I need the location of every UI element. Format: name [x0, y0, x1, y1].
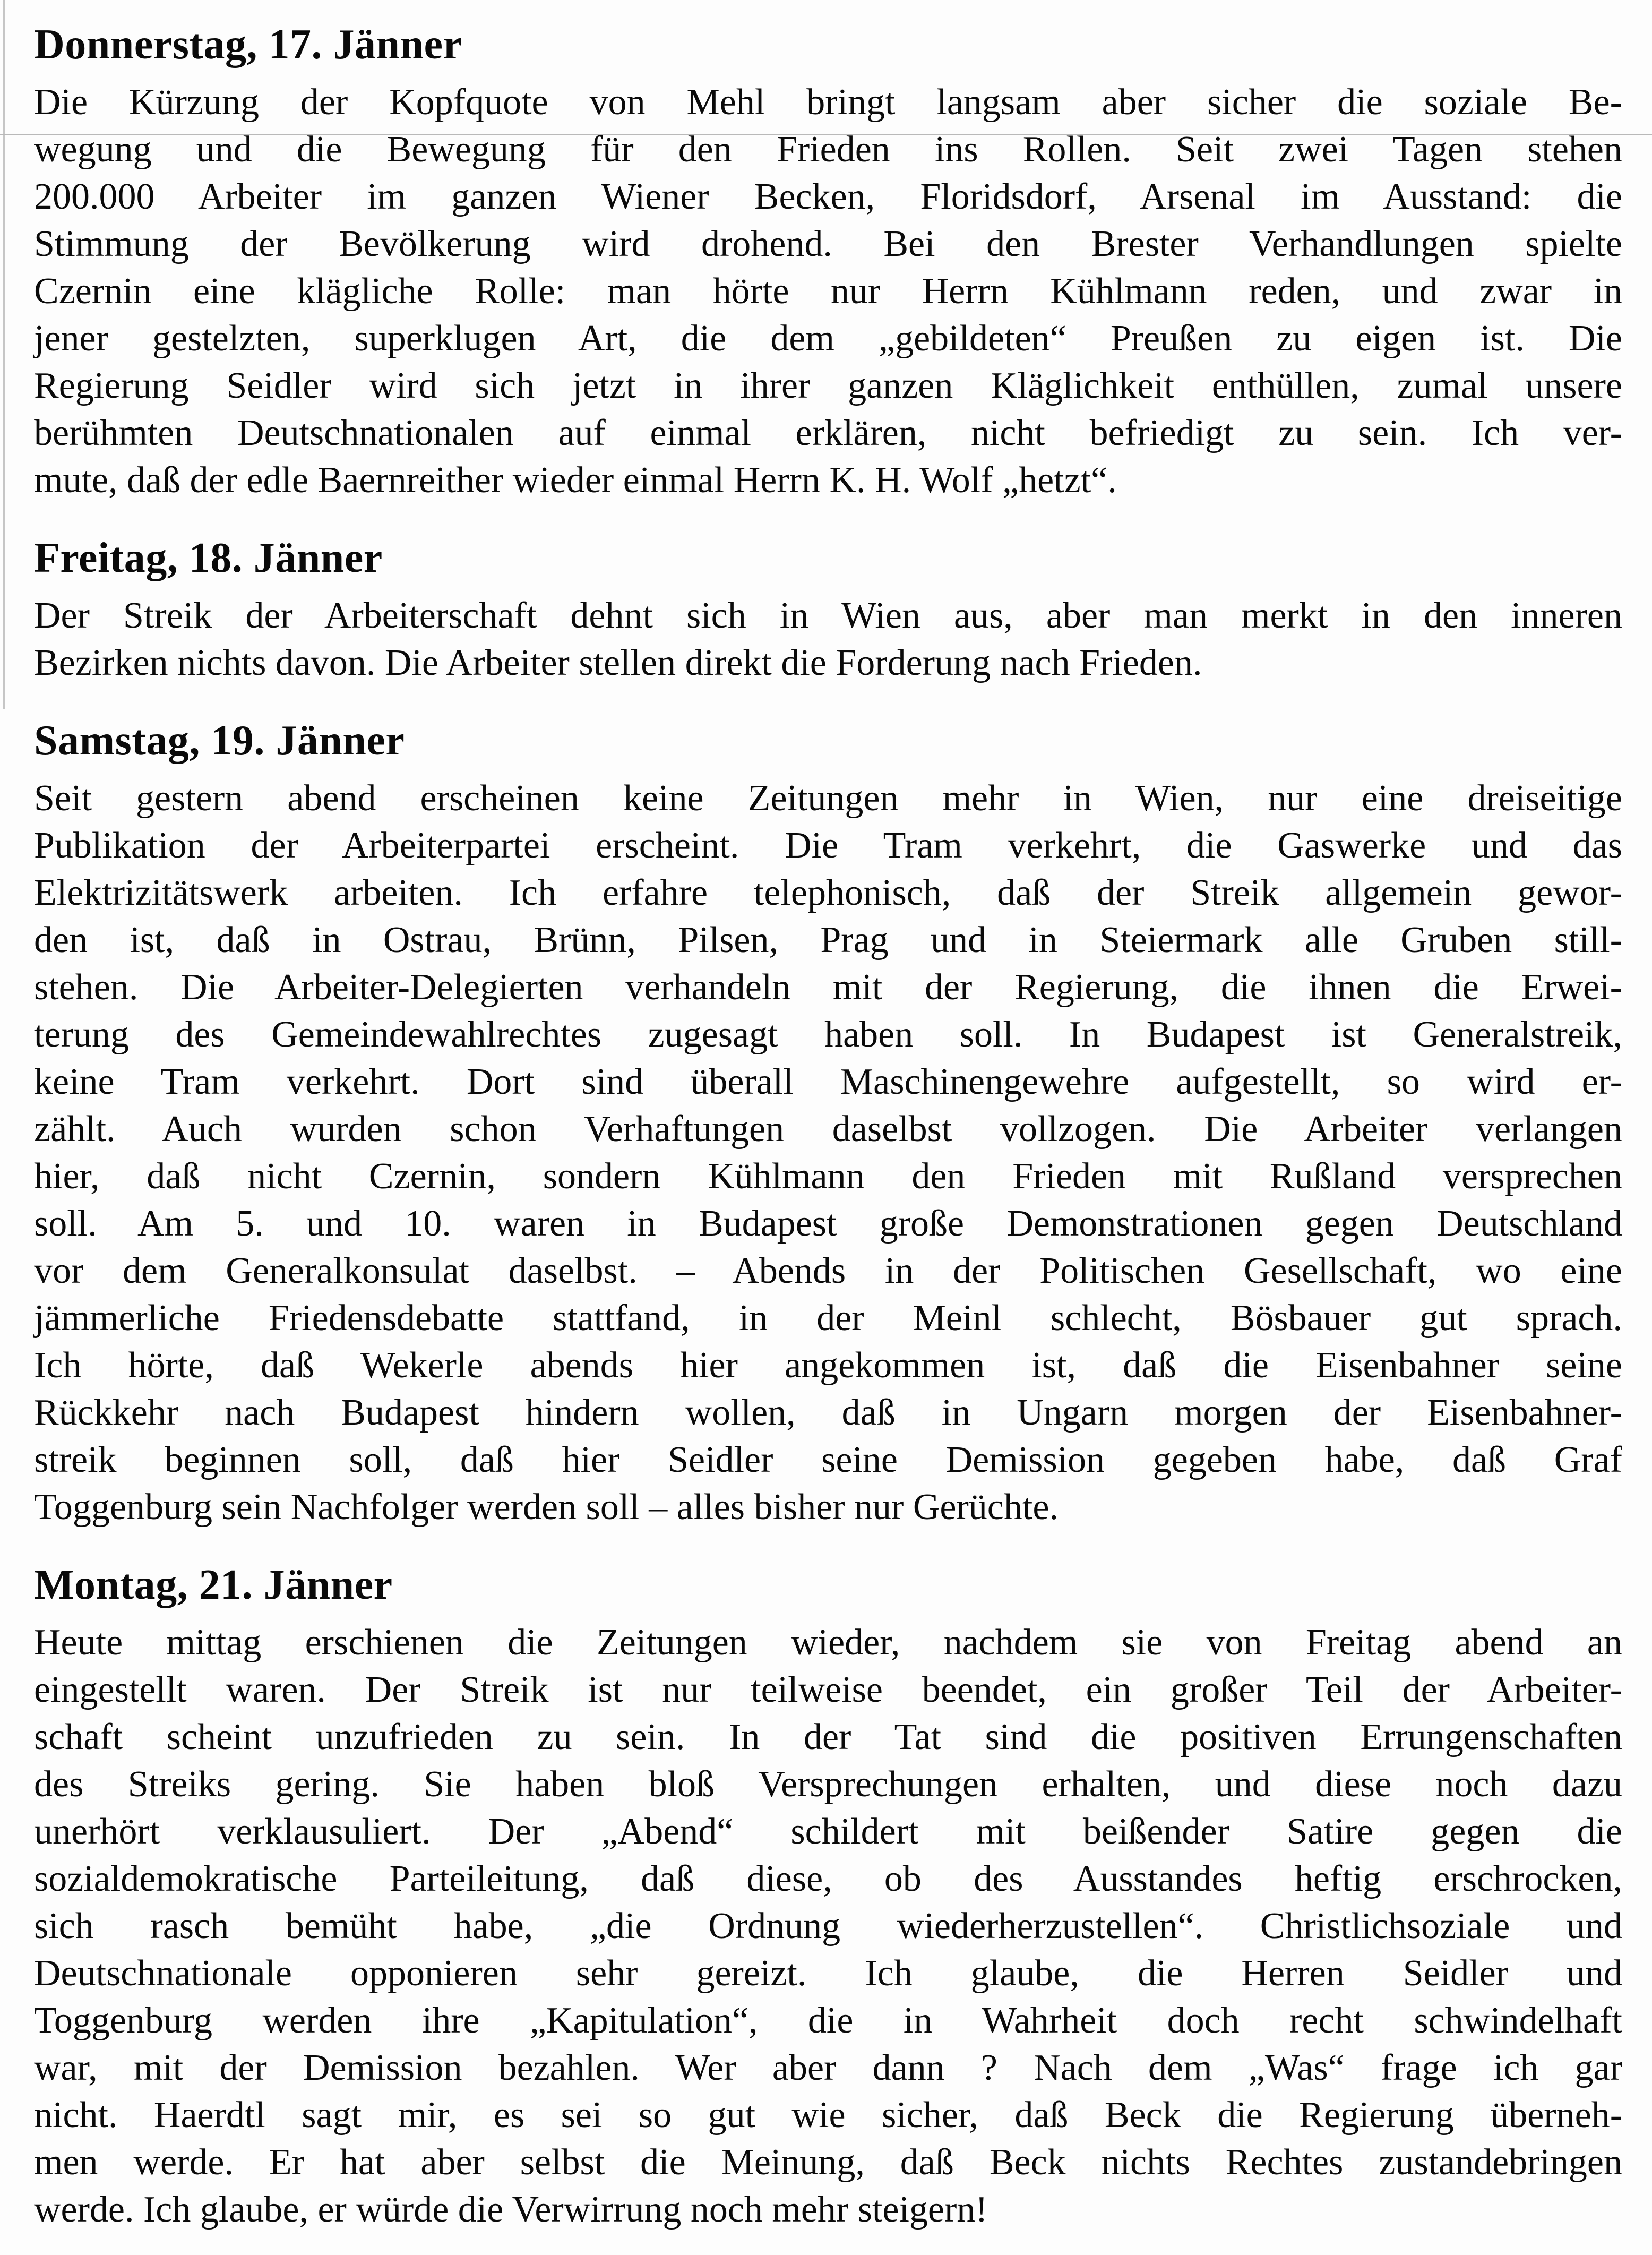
text-line: hier, daß nicht Czernin, sondern Kühlmann den Frieden mit Rußland versprechen	[34, 1156, 1622, 1197]
text-line: Elektrizitätswerk arbeiten. Ich erfahre telephonisch, daß der Streik allgemein gewor-	[34, 872, 1622, 913]
text-line: keine Tram verkehrt. Dort sind überall Maschinengewehre aufgestellt, so wird er-	[34, 1061, 1622, 1102]
text-line: jener gestelzten, superklugen Art, die dem „gebildeten“ Preußen zu eigen ist. Die	[34, 318, 1622, 359]
text-line: unerhört verklausuliert. Der „Abend“ schildert mit beißender Satire gegen die	[34, 1811, 1622, 1852]
text-line: 200.000 Arbeiter im ganzen Wiener Becken, Floridsdorf, Arsenal im Ausstand: die	[34, 176, 1622, 217]
text-line: mute, daß der edle Baernreither wieder einmal Herrn K. H. Wolf „hetzt“.	[34, 460, 1117, 501]
text-line: vor dem Generalkonsulat daselbst. – Abends in der Politischen Gesellschaft, wo eine	[34, 1250, 1622, 1291]
text-line: berühmten Deutschnationalen auf einmal erklären, nicht befriedigt zu sein. Ich ver-	[34, 413, 1622, 453]
text-line: Seit gestern abend erscheinen keine Zeitungen mehr in Wien, nur eine dreiseitige	[34, 778, 1622, 819]
text-line: Bezirken nichts davon. Die Arbeiter stellen direkt die Forderung nach Frieden.	[34, 642, 1202, 683]
diary-entry	[34, 531, 1622, 687]
diary-entry	[34, 714, 1622, 1531]
text-line: des Streiks gering. Sie haben bloß Versprechungen erhalten, und diese noch dazu	[34, 1764, 1622, 1805]
text-line: soll. Am 5. und 10. waren in Budapest große Demonstrationen gegen Deutschland	[34, 1203, 1622, 1244]
text-line: Regierung Seidler wird sich jetzt in ihrer ganzen Kläglichkeit enthüllen, zumal unsere	[34, 365, 1622, 406]
text-line: zählt. Auch wurden schon Verhaftungen daselbst vollzogen. Die Arbeiter verlangen	[34, 1109, 1622, 1150]
text-line: Deutschnationale opponieren sehr gereizt. Ich glaube, die Herren Seidler und	[34, 1953, 1622, 1994]
text-line: stehen. Die Arbeiter-Delegierten verhandeln mit der Regierung, die ihnen die Erwei-	[34, 967, 1622, 1008]
text-line: nicht. Haerdtl sagt mir, es sei so gut wie sicher, daß Beck die Regierung überneh-	[34, 2095, 1622, 2136]
text-line: Der Streik der Arbeiterschaft dehnt sich in Wien aus, aber man merkt in den inneren	[34, 595, 1622, 636]
entry-heading: Donnerstag, 17. Jänner	[34, 21, 462, 68]
text-line: Toggenburg sein Nachfolger werden soll – alles bisher nur Gerüchte.	[34, 1487, 1059, 1528]
text-line: wegung und die Bewegung für den Frieden ins Rollen. Seit zwei Tagen stehen	[34, 129, 1622, 170]
scan-artifact-vertical-line	[3, 0, 5, 709]
text-line: den ist, daß in Ostrau, Brünn, Pilsen, Prag und in Steiermark alle Gruben still-	[34, 920, 1622, 961]
text-line: eingestellt waren. Der Streik ist nur teilweise beendet, ein großer Teil der Arbeiter-	[34, 1669, 1622, 1710]
text-line: Rückkehr nach Budapest hindern wollen, daß in Ungarn morgen der Eisenbahner-	[34, 1392, 1622, 1433]
text-line: schaft scheint unzufrieden zu sein. In der Tat sind die positiven Errungenschaften	[34, 1717, 1622, 1757]
text-line: Stimmung der Bevölkerung wird drohend. Bei den Brester Verhandlungen spielte	[34, 224, 1622, 264]
text-line: jämmerliche Friedensdebatte stattfand, in der Meinl schlecht, Bösbauer gut sprach.	[34, 1298, 1622, 1339]
entry-heading: Montag, 21. Jänner	[34, 1562, 393, 1608]
text-line: werde. Ich glaube, er würde die Verwirrung noch mehr steigern!	[34, 2189, 988, 2230]
text-line: Toggenburg werden ihre „Kapitulation“, die in Wahrheit doch recht schwindelhaft	[34, 2000, 1622, 2041]
text-line: Czernin eine klägliche Rolle: man hörte nur Herrn Kühlmann reden, und zwar in	[34, 271, 1622, 312]
diary-entry	[34, 18, 1622, 504]
text-line: Ich hörte, daß Wekerle abends hier angekommen ist, daß die Eisenbahner seine	[34, 1345, 1622, 1386]
text-line: sozialdemokratische Parteileitung, daß diese, ob des Ausstandes heftig erschrocken,	[34, 1858, 1622, 1899]
text-line: terung des Gemeindewahlrechtes zugesagt haben soll. In Budapest ist Generalstreik,	[34, 1014, 1622, 1055]
diary-entry	[34, 1558, 1622, 2233]
text-line: sich rasch bemüht habe, „die Ordnung wiederherzustellen“. Christlichsoziale und	[34, 1906, 1622, 1947]
text-line: Publikation der Arbeiterpartei erscheint. Die Tram verkehrt, die Gaswerke und das	[34, 825, 1622, 866]
diary-text	[34, 18, 1622, 2233]
entry-heading: Samstag, 19. Jänner	[34, 717, 405, 764]
text-line: war, mit der Demission bezahlen. Wer aber dann ? Nach dem „Was“ frage ich gar	[34, 2047, 1622, 2088]
entry-heading: Freitag, 18. Jänner	[34, 535, 383, 581]
text-line: Die Kürzung der Kopfquote von Mehl bringt langsam aber sicher die soziale Be-	[34, 82, 1622, 123]
text-line: streik beginnen soll, daß hier Seidler seine Demission gegeben habe, daß Graf	[34, 1439, 1622, 1480]
text-line: Heute mittag erschienen die Zeitungen wieder, nachdem sie von Freitag abend an	[34, 1622, 1622, 1663]
text-line: men werde. Er hat aber selbst die Meinung, daß Beck nichts Rechtes zustandebringen	[34, 2142, 1622, 2183]
